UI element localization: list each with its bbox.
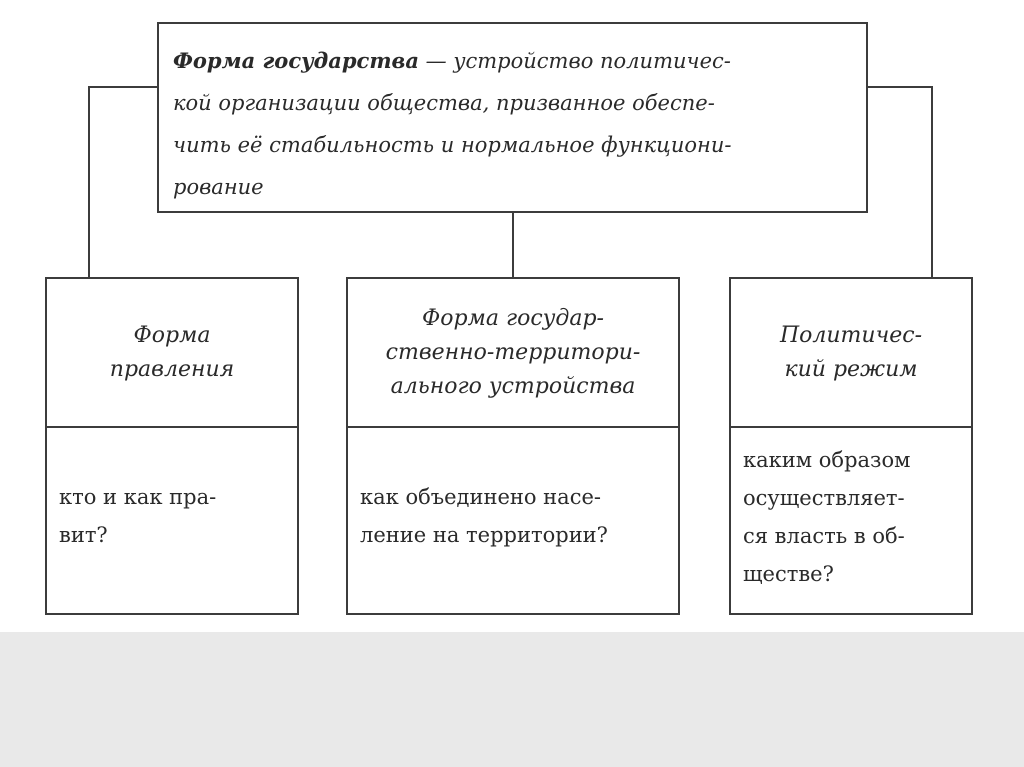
column-heading bbox=[731, 279, 971, 428]
column-territorial-structure bbox=[346, 277, 680, 615]
column-heading bbox=[47, 279, 297, 428]
column-political-regime bbox=[729, 277, 973, 615]
column-heading bbox=[348, 279, 678, 428]
heading-line: Политичес- bbox=[779, 322, 923, 348]
definition-line-1: устройство политичес- bbox=[453, 49, 731, 73]
question-line: ществе? bbox=[743, 562, 834, 586]
question-line: кто и как пра- bbox=[59, 485, 217, 509]
heading-line: Форма bbox=[133, 322, 211, 348]
definition-box bbox=[157, 22, 868, 213]
column-question bbox=[47, 478, 297, 554]
question-line: ление на территории? bbox=[360, 523, 608, 547]
question-line: вит? bbox=[59, 523, 108, 547]
connector-left-vertical bbox=[88, 86, 90, 278]
column-form-of-government bbox=[45, 277, 299, 615]
heading-line: Форма государ- bbox=[422, 305, 604, 331]
definition-line-3: чить её стабильность и нормальное функциони- bbox=[173, 133, 732, 157]
bottom-gray-band bbox=[0, 632, 1024, 767]
question-line: каким образом bbox=[743, 448, 911, 472]
heading-line: ального устройства bbox=[390, 373, 636, 399]
column-question bbox=[348, 478, 678, 554]
heading-line: кий режим bbox=[784, 356, 918, 382]
definition-line-4: рование bbox=[173, 175, 264, 199]
question-line: как объединено насе- bbox=[360, 485, 601, 509]
connector-left-horizontal bbox=[88, 86, 158, 88]
definition-line-2: кой организации общества, призванное обеспе- bbox=[173, 91, 715, 115]
heading-line: ственно-территори- bbox=[385, 339, 641, 365]
definition-term: Форма государства bbox=[173, 48, 419, 73]
column-question bbox=[731, 441, 971, 593]
connector-right-horizontal bbox=[867, 86, 933, 88]
question-line: осуществляет- bbox=[743, 486, 905, 510]
question-line: ся власть в об- bbox=[743, 524, 905, 548]
connector-center-vertical bbox=[512, 212, 514, 278]
definition-dash: — bbox=[418, 49, 454, 73]
heading-line: правления bbox=[109, 356, 235, 382]
connector-right-vertical bbox=[931, 86, 933, 278]
